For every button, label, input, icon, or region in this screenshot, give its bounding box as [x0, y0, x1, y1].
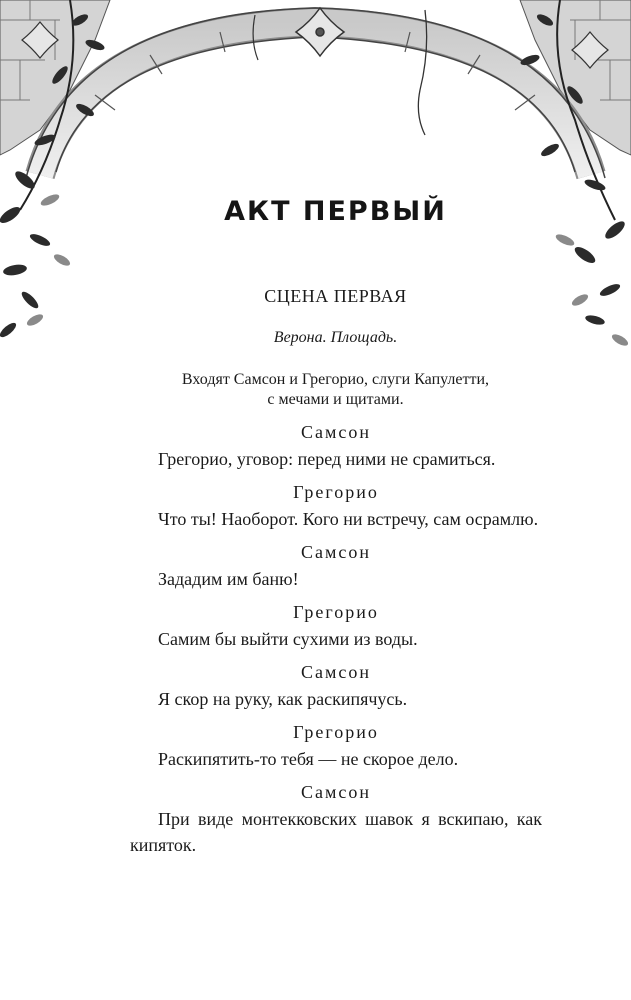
speaker-name: Самсон: [300, 662, 371, 682]
speaker-name: Грегорио: [293, 722, 379, 742]
speaker-name: Самсон: [300, 542, 371, 562]
scene-location: Верона. Площадь.: [273, 329, 398, 346]
speech-line: Самим бы выйти сухими из воды.: [158, 629, 418, 649]
speech-line: Раскипятить-то тебя — не скорое дело.: [158, 749, 459, 769]
speech-line: При виде монтекковских шавок я вскипаю, как кипяток.: [130, 809, 542, 855]
act-title: АКТ ПЕРВЫЙ: [224, 196, 447, 227]
speech-line: Грегорио, уговор: перед ними не срамиться.: [158, 449, 496, 469]
speech-line: Что ты! Наоборот. Кого ни встречу, сам осрамлю.: [158, 509, 539, 529]
stage-direction: [120, 370, 551, 410]
speech-line: Зададим им баню!: [158, 569, 299, 589]
speaker-name: Самсон: [300, 782, 371, 802]
dialogue: [130, 420, 542, 866]
speaker-name: Грегорио: [293, 602, 379, 622]
speech-line: Я скор на руку, как раскипячусь.: [158, 689, 408, 709]
stage-direction-line: с мечами и щитами.: [267, 391, 404, 408]
speaker-name: Грегорио: [293, 482, 379, 502]
stage-direction-line: Входят Самсон и Грегорио, слуги Капулетти,: [181, 371, 490, 388]
scene-title: СЦЕНА ПЕРВАЯ: [264, 286, 407, 306]
speaker-name: Самсон: [300, 422, 371, 442]
